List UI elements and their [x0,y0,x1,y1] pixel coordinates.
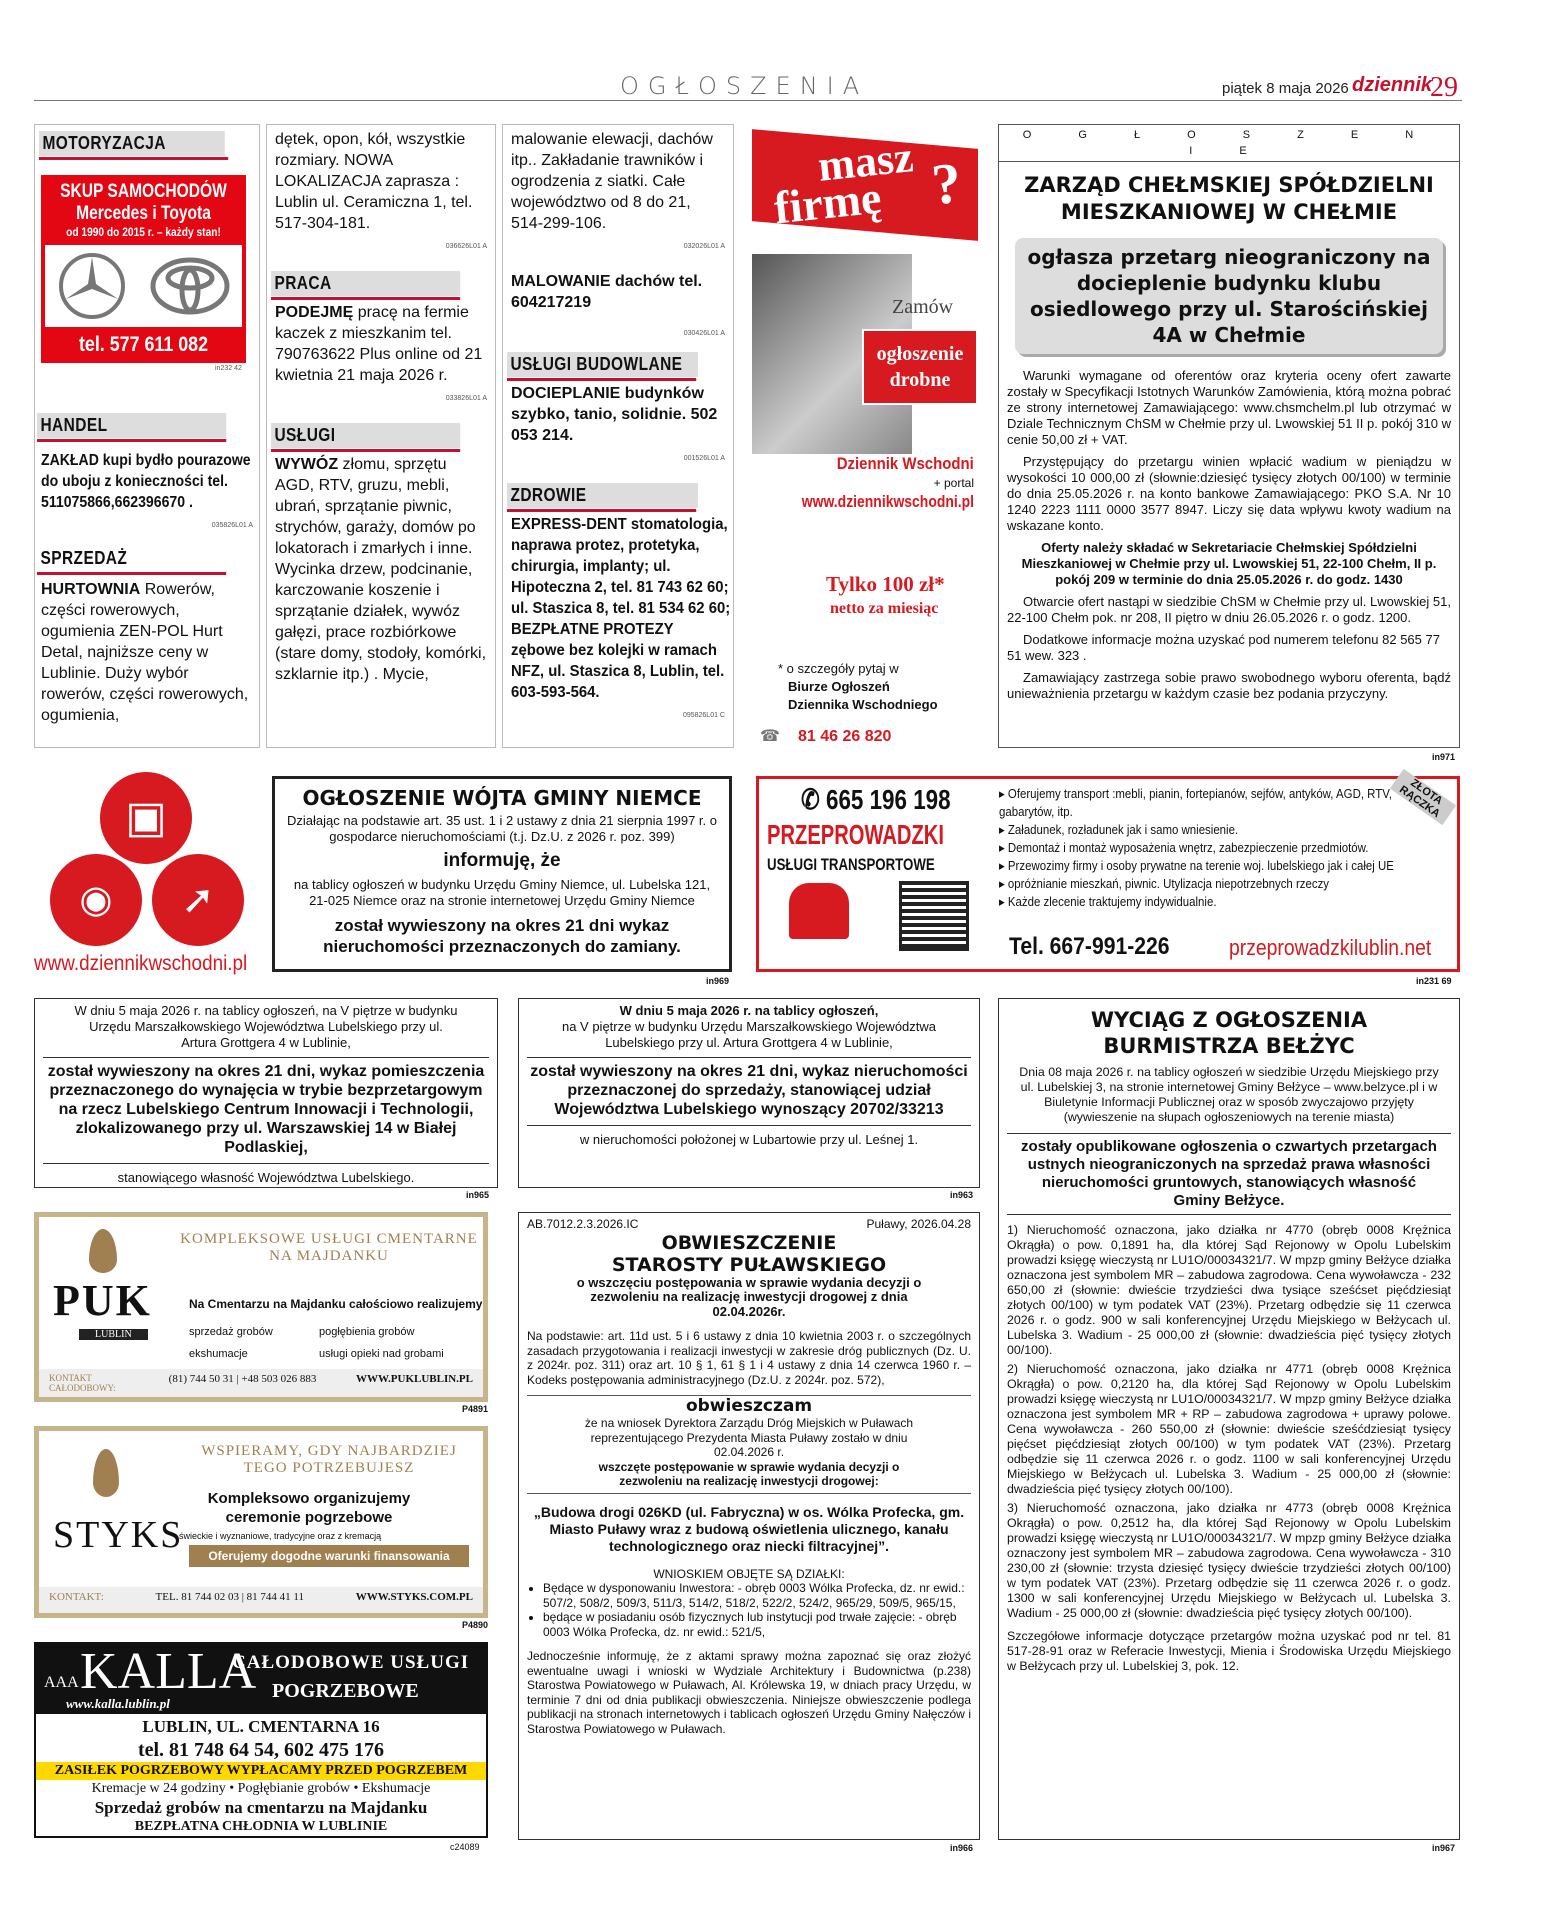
puk-services [189,1321,469,1365]
puk-heading [179,1231,479,1265]
biala-p1: W dniu 5 maja 2026 r. na tablicy ogłoszeń, na V piętrze w budynku Urzędu Marszałkowskiego Województwa Lubelskiego przy ul. Artura Grottgera 4 w Lublinie, [74,1003,458,1050]
styks-lead-2: ceremonie pogrzebowe [225,1509,393,1526]
puk-code: P4891 [462,1404,489,1414]
service-item-text: Każde zlecenie traktujemy indywidualnie. [1007,894,1217,909]
mercedes-logo-icon [57,251,127,321]
lubartow-p1b: na V piętrze w budynku Urzędu Marszałkowskiego Województwa Lubelskiego przy ul. Artura Grottgera 4 w Lublinie, [561,1019,937,1050]
kalla-code: c24089 [450,1842,480,1852]
skup-years: od 1990 do 2015 r. – każdy stan! [66,225,221,239]
styks-band: Oferujemy dogodne warunki finansowania [189,1545,469,1567]
promo-url[interactable]: www.dziennikwschodni.pl [801,492,974,511]
lubartow-notice [518,998,980,1188]
pulawy-ref: AB.7012.2.3.2026.IC [527,1217,639,1231]
sprzedaz-text: Rowerów, części rowerowych, ogumienia ZEN-POL Hurt Detal, najniższe ceny w Lublinie. Duży wybór rowerów, części rowerowych, ogumienia, [41,581,249,724]
kalla-ad [34,1642,488,1838]
classifieds-column-2 [266,124,496,748]
styks-small: świeckie i wyznaniowe, tradycyjne oraz z kremacją [179,1531,382,1541]
header-rule [34,100,1462,101]
styks-lead [189,1489,429,1527]
skup-phone: tel. 577 611 082 [78,333,209,356]
chelm-subtitle: ogłasza przetarg nieograniczony na docieplenie budynku klubu osiedlowego przy ul. Starościńskiej 4A w Chełmie [1027,245,1431,347]
promo-note [778,660,938,714]
flame-icon [89,1229,117,1273]
przepr-code: in231 69 [1416,976,1452,986]
handel-section [41,405,253,726]
puk-contact-bar [39,1369,483,1397]
phone-circle-icon: ✆ [801,784,826,815]
kalla-l1: Kremacje w 24 godziny • Pogłębianie grobów • Ekshumacje [91,1781,431,1796]
pulawy-bullets [527,1581,971,1639]
kalla-name: KALLA [80,1643,257,1700]
przepr-name: PRZEPROWADZKI [767,819,944,850]
toyota-logo-icon [150,256,230,316]
praca-code: 033826L01 A [445,395,487,402]
service-item: ▸ Oferujemy transport :mebli, pianin, fortepianów, sejfów, antyków, AGD, RTV, gabarytów, itp. [999,786,1392,819]
przepr-phone1 [801,783,951,816]
category-praca: PRACA [271,271,460,296]
puk-lead: Na Cmentarzu na Majdanku całościowo realizujemy [189,1297,483,1311]
przepr-url[interactable]: przeprowadzkilublin.net [1229,935,1432,960]
kalla-tel: tel. 81 748 64 54, 602 475 176 [137,1739,385,1761]
uslugi-ad [275,454,487,685]
budowlane-ad: DOCIEPLANIE budynków szybko, tanio, solidnie. 502 053 214. [511,385,718,444]
belzyce-item: 1) Nieruchomość oznaczona, jako działka nr 4770 (obręb 0008 Krężnica Okrągła) o pow. 0,1891 ha, dla której Sąd Rejonowy w Opolu Lubelskim prowadzi księgę wieczystą nr LU1O/00034321/7. W mpzp gminy Bełżyce działka oznaczona jest symbolem MR – zabudowa zagrodowa. Cena wywoławcza - 232 650,00 zł (słownie: dwieście trzydzieści dwa tysiące sześćset pięćdziesiąt złotych 00/100) w tym podatek VAT (23%). Przetarg odbędzie się 11 czerwca 2026 r. o godz. 900 w sali konferencyjnej Urzędu Miejskiego w Bełżycach ul. Lubelska 3. Wadium - 25 000,00 zł (słownie: dwadzieścia pięć tysięcy złotych 00/100). [1007,1223,1451,1357]
belzyce-notice [998,998,1460,1840]
car-buying-ad [41,175,246,363]
chelm-p1: Warunki wymagane od oferentów oraz kryteria oceny ofert zawarte zostały w Specyfikacji Istotnych Warunków Zamówienia, którą można pobrać ze strony internetowej Zamawiającego: www.chsmchelm.pl lub otrzymać w Dziale Technicznym ChSM w Chełmie przy ul. Lwowskiej 51 II p. pokój 310 w cenie 50,00 zł + VAT. [1007,368,1451,447]
promo-box [752,124,980,748]
category-uslugi: USŁUGI [271,423,460,448]
styks-code: P4890 [462,1620,489,1630]
lubartow-p2: został wywieszony na okres 21 dni, wykaz nieruchomości przeznaczonej do sprzedaży, stanowiącej udział Województwa Lubelskiego wynoszący 20702/33213 [527,1057,971,1126]
promo-card [862,329,978,405]
chelm-p6: Zamawiający zastrzega sobie prawo swobodnego wyboru oferenta, bądź unieważnienia przetargu w każdym czasie bez podania przyczyny. [1007,670,1451,701]
promo-question: ? [928,149,965,218]
promo-ogloszenie: ogłoszenie [876,343,964,365]
chelm-title-2: MIESZKANIOWEJ W CHEŁMIE [1060,200,1398,224]
styks-heading-1: WSPIERAMY, GDY NAJBARDZIEJ [201,1443,457,1459]
issue-date: piątek 8 maja 2026 [1222,80,1349,97]
pulawy-title-2: STAROSTY PUŁAWSKIEGO [611,1253,887,1276]
qr-code-icon [899,881,969,951]
pulawy-p5: Jednocześnie informuję, że z aktami sprawy można zapoznać się oraz złożyć ewentualne uwagi i wnioski w Wydziale Architektury i Budownictwa (p.238) Starostwa Powiatowego w Puławach, Al. Królewska 19, w dniach pracy Urzędu, w terminie 7 dni od dnia publikacji obwieszczenia. Niniejsze obwieszczenie podlega publikacji na stronach internetowych i tablicach ogłoszeń Urzędu Gminy Nałęczów i Starostwa Powiatowego w Puławach. [527,1649,971,1736]
section-title: OGŁOSZENIA [620,72,869,100]
pulawy-wnioskiem: WNIOSKIEM OBJĘTE SĄ DZIAŁKI: [653,1566,845,1581]
niemce-informuje: informuję, że [443,850,561,871]
kalla-r2: POGRZEBOWE [272,1680,419,1702]
uslugi-text: złomu, sprzętu AGD, RTV, gruzu, mebli, ubrań, sprzątanie piwnic, strychów, garaży, domów po lokatorach i zmarłych i inne. Wycinka drzew, podcinanie, karczowanie koszenie i sprzątanie działek, wywóz gałęzi, prace rozbiórkowe (stare domy, stodoły, komórki, szklarnie itp.) . Mycie, [275,456,487,683]
lubartow-p3: w nieruchomości położonej w Lubartowie przy ul. Leśnej 1. [579,1132,919,1147]
pulawy-bullet: • Będące w dysponowaniu Inwestora: - obręb 0003 Wólka Profecka, dz. nr ewid.: 507/2, 508/2, 509/3, 511/3, 514/2, 518/2, 522/2, 524/2, 965/29, 509/5, 965/15, [543,1581,971,1610]
promo-phone-prefix: 81 [798,728,816,745]
service-item-text: Przewozimy firmy i osoby prywatne na terenie woj. lubelskiego jak i całej UE [1007,858,1394,873]
niemce-p2: na tablicy ogłoszeń w budynku Urzędu Gminy Niemce, ul. Lubelska 121, 21-025 Niemce oraz na stronie internetowej Urzędu Gminy Niemce [293,877,711,908]
biala-code: in965 [466,1190,490,1200]
puk-ad [34,1212,488,1402]
puk-kontakt: KONTAKT CAŁODOBOWY: [49,1373,116,1393]
belzyce-code: in967 [1432,1843,1456,1853]
puk-service: pogłębienia grobów [319,1326,415,1338]
promo-note1: * o szczegóły pytaj w [778,661,899,676]
pulawy-title-1: OBWIESZCZENIE [661,1231,837,1254]
dw-logo-url[interactable]: www.dziennikwschodni.pl [34,952,248,975]
niemce-p1: Działając na podstawie art. 35 ust. 1 i 2 ustawy z dnia 21 sierpnia 1997 r. o gospodarce nieruchomościami (t.j. Dz.U. z 2026 r. poz. 399) [287,813,717,844]
kalla-aaa: AAA [44,1674,79,1691]
biala-p2: został wywieszony na okres 21 dni, wykaz pomieszczenia przeznaczonego do wynajęcia w trybie bezprzetargowym na rzecz Lubelskiego Centrum Innowacji i Technologii, zlokalizowanego przy ul. Warszawskiej 14 w Białej Podlaskiej, [43,1057,489,1164]
promo-portal: + portal [933,476,974,490]
category-handel: HANDEL [37,413,226,438]
sprzedaz-lead: HURTOWNIA [41,581,141,598]
page-number: 29 [1430,72,1458,103]
puk-service: ekshumacje [189,1348,248,1360]
styks-logo: STYKS [53,1514,184,1556]
lubartow-p1a: W dniu 5 maja 2026 r. na tablicy ogłoszeń, [619,1003,879,1018]
puk-tel: (81) 744 50 31 | +48 503 026 883 [168,1373,317,1385]
belzyce-item: 3) Nieruchomość oznaczona, jako działka nr 4773 (obręb 0008 Krężnica Okrągła) o pow. 0,2512 ha, dla której Sąd Rejonowy w Opolu Lubelskim prowadzi księgę wieczystą nr LU1O/00034321/7. W mpzp gminy Bełżyce działka oznaczony jest symbolem MR – zabudowa zagrodowa. Cena wywoławcza - 310 230,00 zł (słownie: trzysta dziesięć tysięcy dwieście trzydzieści złotych 00/100) w tym podatek VAT (23%). Przetarg odbędzie się 11 czerwca 2026 r. o godz. 1300 w sali konferencyjnej Urzędu Miejskiego w Bełżycach ul. Lubelska 3. Wadium - 25 000,00 zł (słownie: dwadzieścia pięć tysięcy złotych 00/100). [1007,1501,1451,1620]
przepr-services [999,785,1395,911]
pulawy-title-3: o wszczęciu postępowania w sprawie wydania decyzji o zezwoleniu na realizację inwestycji drogowej z dnia 02.04.2026r. [576,1274,922,1319]
promo-netto: netto za miesiąc [830,600,939,617]
chelm-code: in971 [1432,752,1456,762]
chelm-label: O G Ł O S Z E N I E [999,125,1459,162]
lubartow-code: in963 [950,1190,974,1200]
puk-heading-1: KOMPLEKSOWE USŁUGI CMENTARNE [180,1231,478,1247]
pulawy-p1: Na podstawie: art. 11d ust. 5 i 6 ustawy z dnia 10 kwietnia 2003 r. o szczególnych zasadach przygotowania i realizacji inwestycji w zakresie dróg publicznych (Dz. U. z 2024r. poz. 311) oraz art. 10 § 1, 61 § 1 i 4 ustawy z dnia 14 czerwca 1960 r. – Kodeks postępowania administracyjnego (Dz.U. z 2024r. poz. 572), [527,1329,971,1387]
chelm-title-1: ZARZĄD CHEŁMSKIEJ SPÓŁDZIELNI [1024,173,1434,197]
skup-title: SKUP SAMOCHODÓW [60,181,227,202]
praca-ad [275,302,487,386]
pulawy-p4: „Budowa drogi 026KD (ul. Fabryczna) w os. Wólka Profecka, gm. Miasto Puławy wraz z budową oświetlenia ulicznego, kanału technologicznego oraz niecki filtracyjnej”. [533,1503,965,1554]
kalla-addr: LUBLIN, UL. CMENTARNA 16 [142,1717,380,1736]
pulawy-p2: że na wniosek Dyrektora Zarządu Dróg Miejskich w Puławach reprezentującego Prezydenta Miasta Puławy zostało w dniu 02.04.2026 r. [584,1416,914,1459]
chelm-p4: Otwarcie ofert nastąpi w siedzibie ChSM w Chełmie przy ul. Lwowskiej 51, 22-100 Chełm pok. nr 208, II piętro w dniu 26.05.2026 r. o godz. 1200. [1007,594,1451,625]
mover-figure-icon [789,883,849,939]
puk-url[interactable]: WWW.PUKLUBLIN.PL [356,1373,473,1385]
niemce-p3: został wywieszony na okres 21 dni wykaz nieruchomości przeznaczonych do zamiany. [323,916,681,956]
zdrowie-ad: EXPRESS-DENT stomatologia, naprawa protez, protetyka, chirurgia, implanty; ul. Hipoteczna 2, tel. 81 743 62 60; ul. Staszica 8, tel. 81 534 62 60; BEZPŁATNE PROTEZY zębowe bez kolejki w ramach NFZ, ul. Staszica 8, Lublin, tel. 603-593-564. [511,516,731,701]
belzyce-p1: Dnia 08 maja 2026 r. na tablicy ogłoszeń w siedzibie Urzędu Miejskiego przy ul. Lubelskiej 3, na stronie internetowej Gminy Bełżyce – www.belzyce.pl i w Biuletynie Informacji Publicznej oraz w sposób zwyczajowo przyjęty (wywieszenie na słupach ogłoszeniowych na terenie miasta) [1019,1065,1439,1124]
category-zdrowie: ZDROWIE [507,483,698,508]
styks-kontakt: KONTAKT: [49,1591,104,1603]
budowlane-code: 001526L01 A [683,455,725,462]
puk-logo-sub: LUBLIN [79,1329,148,1340]
brand-logo: dziennik [1352,74,1433,96]
promo-phone [798,728,891,746]
category-motoryzacja: MOTORYZACJA [39,131,225,156]
pulawy-p3: wszczęte postępowanie w sprawie wydania decyzji o zezwoleniu na realizację inwestycji drogowej: [527,1460,971,1494]
service-item: ▸ Każde zlecenie traktujemy indywidualnie. [999,894,1217,909]
pulawy-top [527,1217,971,1232]
pulawy-notice [518,1212,980,1840]
malowanie-ad: MALOWANIE dachów tel. 604217219 [511,273,703,311]
puk-service: usługi opieki nad grobami [319,1348,444,1360]
przepr-phone1-number: 665 196 198 [826,784,951,815]
pulawy-code: in966 [950,1843,974,1853]
service-item: ▸ Demontaż i montaż wyposażenia wnętrz, zabezpieczenie przedmiotów. [999,840,1369,855]
biala-p3: stanowiącego własność Województwa Lubelskiego. [117,1170,415,1185]
camera-circle-icon: ▣ [100,772,192,864]
skup-code: in232 42 [215,365,242,372]
promo-dw: Dziennik Wschodni [836,454,974,473]
service-item: ▸ opróżnianie mieszkań, piwnic. Utylizacja niepotrzebnych rzeczy [999,876,1330,891]
promo-zamow: Zamów [892,296,954,318]
niemce-notice [272,776,732,972]
projector-circle-icon: ◉ [50,854,142,946]
col2-top-code: 036626L01 A [445,243,487,250]
belzyce-title-2: BURMISTRZA BEŁŻYC [1103,1034,1355,1058]
promo-drobne: drobne [889,369,951,391]
praca-text: pracę na fermie kaczek z mieszkanim tel. 790763622 Plus online od 21 kwietnia 21 maja 2026 r. [275,304,483,384]
styks-tel: TEL. 81 744 02 03 | 81 744 41 11 [155,1591,304,1603]
service-item-text: Demontaż i montaż wyposażenia wnętrz, zabezpieczenie przedmiotów. [1007,840,1369,855]
biala-notice [34,998,498,1188]
styks-heading-2: TEGO POTRZEBUJESZ [243,1460,415,1476]
car-logos [45,245,242,327]
belzyce-item: 2) Nieruchomość oznaczona, jako działka nr 4771 (obręb 0008 Krężnica Okrągła) o pow. 0,2120 ha, dla której Sąd Rejonowy w Opolu Lubelskim prowadzi księgę wieczystą nr LU1O/00034321/7. W mpzp gminy Bełżyce działka oznaczona jest symbolem MR + RP – zabudowa zagrodowa + uprawy polowe. Cena wywoławcza - 260 550,00 zł (słownie: dwieście sześćdziesiąt tysięcy pięćset pięćdziesiąt złotych 00/100) w tym podatek VAT (23%). Przetarg odbędzie się 11 czerwca 2026 r. o godz. 1100 w sali konferencyjnej Urzędu Miejskiego w Bełżycach ul. Lubelska 3. Wadium - 25 000,00 zł (słownie: dwadzieścia pięć tysięcy złotych 00/100). [1007,1362,1451,1496]
kalla-r1: CAŁODOBOWE USŁUGI [232,1652,470,1673]
belzyce-p3: Szczegółowe informacje dotyczące przetargów można uzyskać pod nr tel. 81 517-28-91 oraz w Referacie Inwestycji, Mienia i Środowiska Urzędu Miejskiego w Bełżycach przy ul. Lubelskiej 3, pok. 12. [1007,1629,1451,1673]
promo-price: Tylko 100 zł* [826,572,945,596]
styks-lead-1: Kompleksowo organizujemy [207,1490,411,1507]
promo-phone-number: 46 26 820 [820,728,892,745]
chelm-p3: Oferty należy składać w Sekretariacie Chełmskiej Spółdzielni Mieszkaniowej w Chełmie przy ul. Lwowskiej 51, 22-100 Chełm, II p. pokój 209 w terminie do dnia 25.05.2026 r. do godz. 1430 [1021,540,1437,587]
puk-service: sprzedaż grobów [189,1326,273,1338]
flame-icon [93,1449,119,1497]
phone-icon: ☎ [760,728,780,745]
promo-masz: masz [815,132,916,191]
handel-ad-text: ZAKŁAD kupi bydło pourazowe do uboju z konieczności tel. 511075866,662396670 . [41,452,251,511]
kalla-url[interactable]: www.kalla.lublin.pl [66,1696,170,1711]
category-uslugi-budowlane: USŁUGI BUDOWLANE [507,352,698,377]
styks-heading [179,1443,479,1477]
malowanie-code: 030426L01 A [683,330,725,337]
pulawy-obwieszczam: obwieszczam [527,1395,971,1416]
zdrowie-code: 095826L01 C [682,712,725,719]
pulawy-place: Puławy, 2026.04.28 [866,1217,971,1231]
sprzedaz-ad [41,579,253,726]
kalla-band: ZASIŁEK POGRZEBOWY WYPŁACAMY PRZED POGRZEBEM [36,1762,486,1780]
service-item-text: opróżnianie mieszkań, piwnic. Utylizacja niepotrzebnych rzeczy [1007,876,1330,891]
category-sprzedaz: SPRZEDAŻ [37,546,226,571]
przepr-phone2: Tel. 667-991-226 [1009,933,1170,960]
pulawy-bullet: • będące w posiadaniu osób fizycznych lub instytucji pod trwałe zajęcie: - obręb 0003 Wólka Profecka, dz. nr ewid.: 521/5, [543,1610,971,1639]
col3-top-text: malowanie elewacji, dachów itp.. Zakładanie trawników i ogrodzenia z siatki. Całe województwo od 8 do 21, 514-299-106. [511,131,713,232]
przepr-sub: USŁUGI TRANSPORTOWE [767,855,935,874]
cursor-circle-icon: ➚ [152,854,244,946]
belzyce-title-1: WYCIĄG Z OGŁOSZENIA [1090,1008,1368,1032]
styks-contact-bar [39,1587,483,1613]
chelm-p2: Przystępujący do przetargu winien wpłacić wadium w pieniądzu w wysokości 10 000,00 zł (słownie:dziesięć tysięcy złotych 00/100) w terminie do dnia 25.05.2026 r. na konto bankowe Zamawiającego: PKO S.A. Nr 10 1240 2223 1111 0000 3577 8947. Liczy się data wpływu kwoty wadium na wskazane konto. [1007,454,1451,533]
uslugi-lead: WYWÓZ [275,456,339,473]
service-item: ▸ Przewozimy firmy i osoby prywatne na terenie woj. lubelskiego jak i całej UE [999,858,1394,873]
niemce-title: OGŁOSZENIE WÓJTA GMINY NIEMCE [302,786,702,810]
promo-note3: Dziennika Wschodniego [788,697,938,712]
przeprowadzki-ad [756,776,1460,972]
service-item: ▸ Załadunek, rozładunek jak i samo wniesienie. [999,822,1239,837]
kalla-l2: Sprzedaż grobów na cmentarzu na Majdanku [94,1798,428,1817]
puk-logo: PUK [53,1276,152,1325]
promo-firme: firmę [771,171,884,234]
dw-circles-logo [48,772,248,952]
kalla-l3: BEZPŁATNA CHŁODNIA W LUBLINIE [134,1819,388,1834]
kalla-header [36,1644,486,1714]
chelm-notice [998,124,1460,748]
service-item-text: Załadunek, rozładunek jak i samo wniesienie. [1007,822,1239,837]
styks-url[interactable]: WWW.STYKS.COM.PL [355,1591,473,1603]
niemce-code: in969 [706,976,730,986]
belzyce-p2: zostały opublikowane ogłoszenia o czwartych przetargach ustnych nieograniczonych na sprzedaż prawa własności nieruchomości gruntowych, stanowiących własność Gminy Bełżyce. [1007,1133,1451,1215]
puk-heading-2: NA MAJDANKU [269,1248,389,1264]
skup-brands: Mercedes i Toyota [76,203,211,224]
praca-lead: PODEJMĘ [275,304,354,321]
chelm-p5: Dodatkowe informacje można uzyskać pod numerem telefonu 82 565 77 51 wew. 323 . [1007,632,1440,663]
col2-top-text: dętek, opon, kół, wszystkie rozmiary. NOWA LOKALIZACJA zaprasza : Lublin ul. Ceramiczna 1, tel. 517-304-181. [275,131,473,232]
styks-ad [34,1426,488,1618]
chelm-subtitle-box [1015,238,1443,354]
zlota-raczka-badge: ZŁOTA RĄCZKA [1390,769,1456,825]
classifieds-column-3 [502,124,734,748]
promo-note2: Biurze Ogłoszeń [788,679,890,694]
service-item-text: Oferujemy transport :mebli, pianin, fortepianów, sejfów, antyków, AGD, RTV, gabarytów, itp. [999,786,1392,819]
col3-top-code: 032026L01 A [683,243,725,250]
handel-code: 035826L01 A [211,522,253,529]
